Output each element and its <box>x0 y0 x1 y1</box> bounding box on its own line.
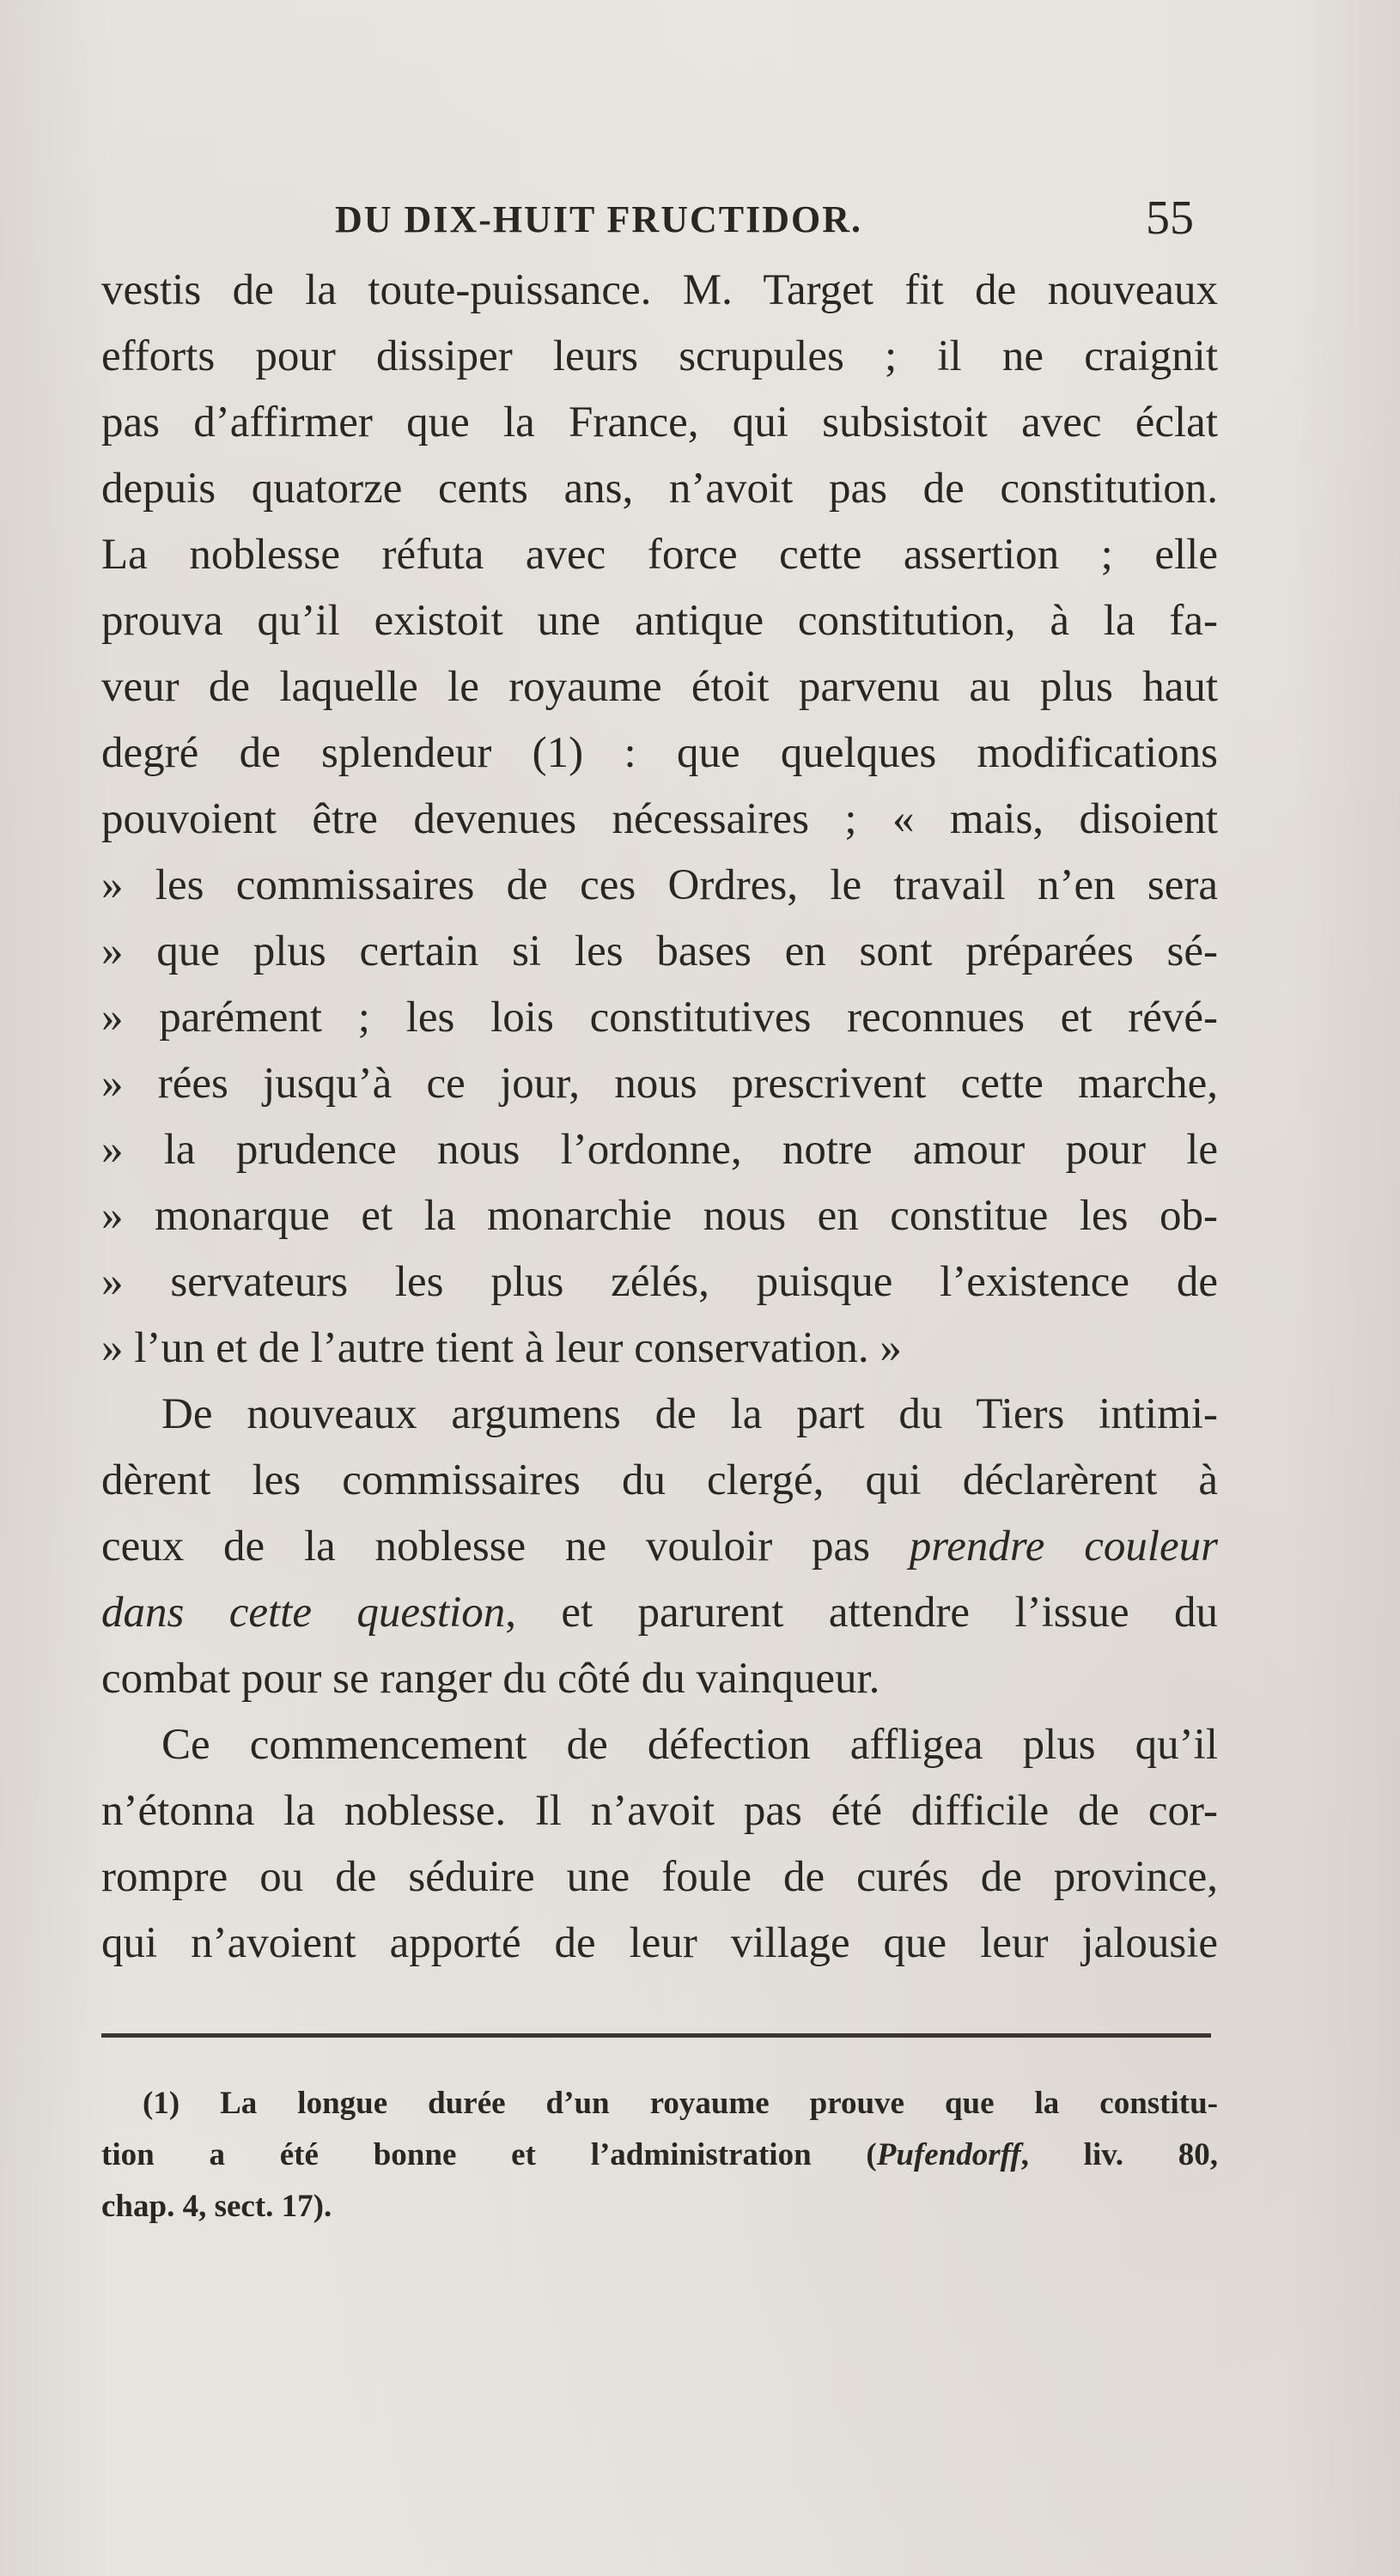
text-line: » les commissaires de ces Ordres, le travail n’en sera <box>101 861 1218 909</box>
italic-author: Pufendorff <box>876 2137 1021 2172</box>
text-line: » rées jusqu’à ce jour, nous prescrivent cette marche, <box>101 1060 1218 1108</box>
body-text <box>101 258 1218 1977</box>
italic-phrase: prendre couleur <box>909 1522 1218 1571</box>
text-line: » que plus certain si les bases en sont préparées sé- <box>101 927 1218 975</box>
footnote-line: (1) La longue durée d’un royaume prouve que la constitu- <box>143 2086 1218 2121</box>
text-span: , liv. 80, <box>1020 2137 1218 2172</box>
text-line: pouvoient être devenues nécessaires ; « mais, disoient <box>101 795 1218 843</box>
text-line: » l’un et de l’autre tient à leur conservation. » <box>101 1324 902 1372</box>
text-line: degré de splendeur (1) : que quelques modifications <box>101 729 1218 777</box>
text-line: veur de laquelle le royaume étoit parvenu au plus haut <box>101 663 1218 711</box>
text-line: depuis quatorze cents ans, n’avoit pas de constitution. <box>101 465 1218 513</box>
footnote-line <box>101 2129 1218 2181</box>
text-line: efforts pour dissiper leurs scrupules ; il ne craignit <box>101 332 1218 380</box>
text-line: vestis de la toute-puissance. M. Target fit de nouveaux <box>101 266 1218 314</box>
text-span: ceux de la noblesse ne vouloir pas <box>101 1522 870 1571</box>
text-line: dèrent les commissaires du clergé, qui déclarèrent à <box>101 1456 1218 1504</box>
running-title: DU DIX-HUIT FRUCTIDOR. <box>335 198 863 240</box>
text-line: prouva qu’il existoit une antique constitution, à la fa- <box>101 597 1218 645</box>
text-line-with-italic <box>101 1580 1218 1646</box>
text-line: » la prudence nous l’ordonne, notre amour pour le <box>101 1126 1218 1174</box>
paragraph-start-line: De nouveaux argumens de la part du Tiers intimi- <box>161 1390 1218 1438</box>
text-line: n’étonna la noblesse. Il n’avoit pas été difficile de cor- <box>101 1787 1218 1835</box>
text-line: » monarque et la monarchie nous en constitue les ob- <box>101 1192 1218 1240</box>
text-span: , et parurent attendre l’issue du <box>505 1589 1218 1637</box>
paragraph-start-line: Ce commencement de défection affligea plus qu’il <box>161 1721 1218 1769</box>
text-span: tion a été bonne et l’administration ( <box>101 2137 877 2172</box>
footnote <box>101 2078 1218 2233</box>
footnote-divider <box>101 2033 1211 2038</box>
text-line: » parément ; les lois constitutives reconnues et révé- <box>101 993 1218 1042</box>
text-line: pas d’affirmer que la France, qui subsistoit avec éclat <box>101 398 1218 447</box>
text-line: » servateurs les plus zélés, puisque l’existence de <box>101 1258 1218 1306</box>
page-number: 55 <box>1146 191 1194 245</box>
text-line: La noblesse réfuta avec force cette assertion ; elle <box>101 531 1218 579</box>
text-line: qui n’avoient apporté de leur village que leur jalousie <box>101 1919 1218 1967</box>
italic-phrase: dans cette question <box>101 1589 506 1637</box>
text-line: rompre ou de séduire une foule de curés de province, <box>101 1853 1218 1901</box>
text-line-with-italic <box>101 1514 1218 1580</box>
page-header <box>103 187 1211 247</box>
text-line: combat pour se ranger du côté du vainqueur. <box>101 1655 880 1703</box>
footnote-line: chap. 4, sect. 17). <box>101 2189 332 2224</box>
